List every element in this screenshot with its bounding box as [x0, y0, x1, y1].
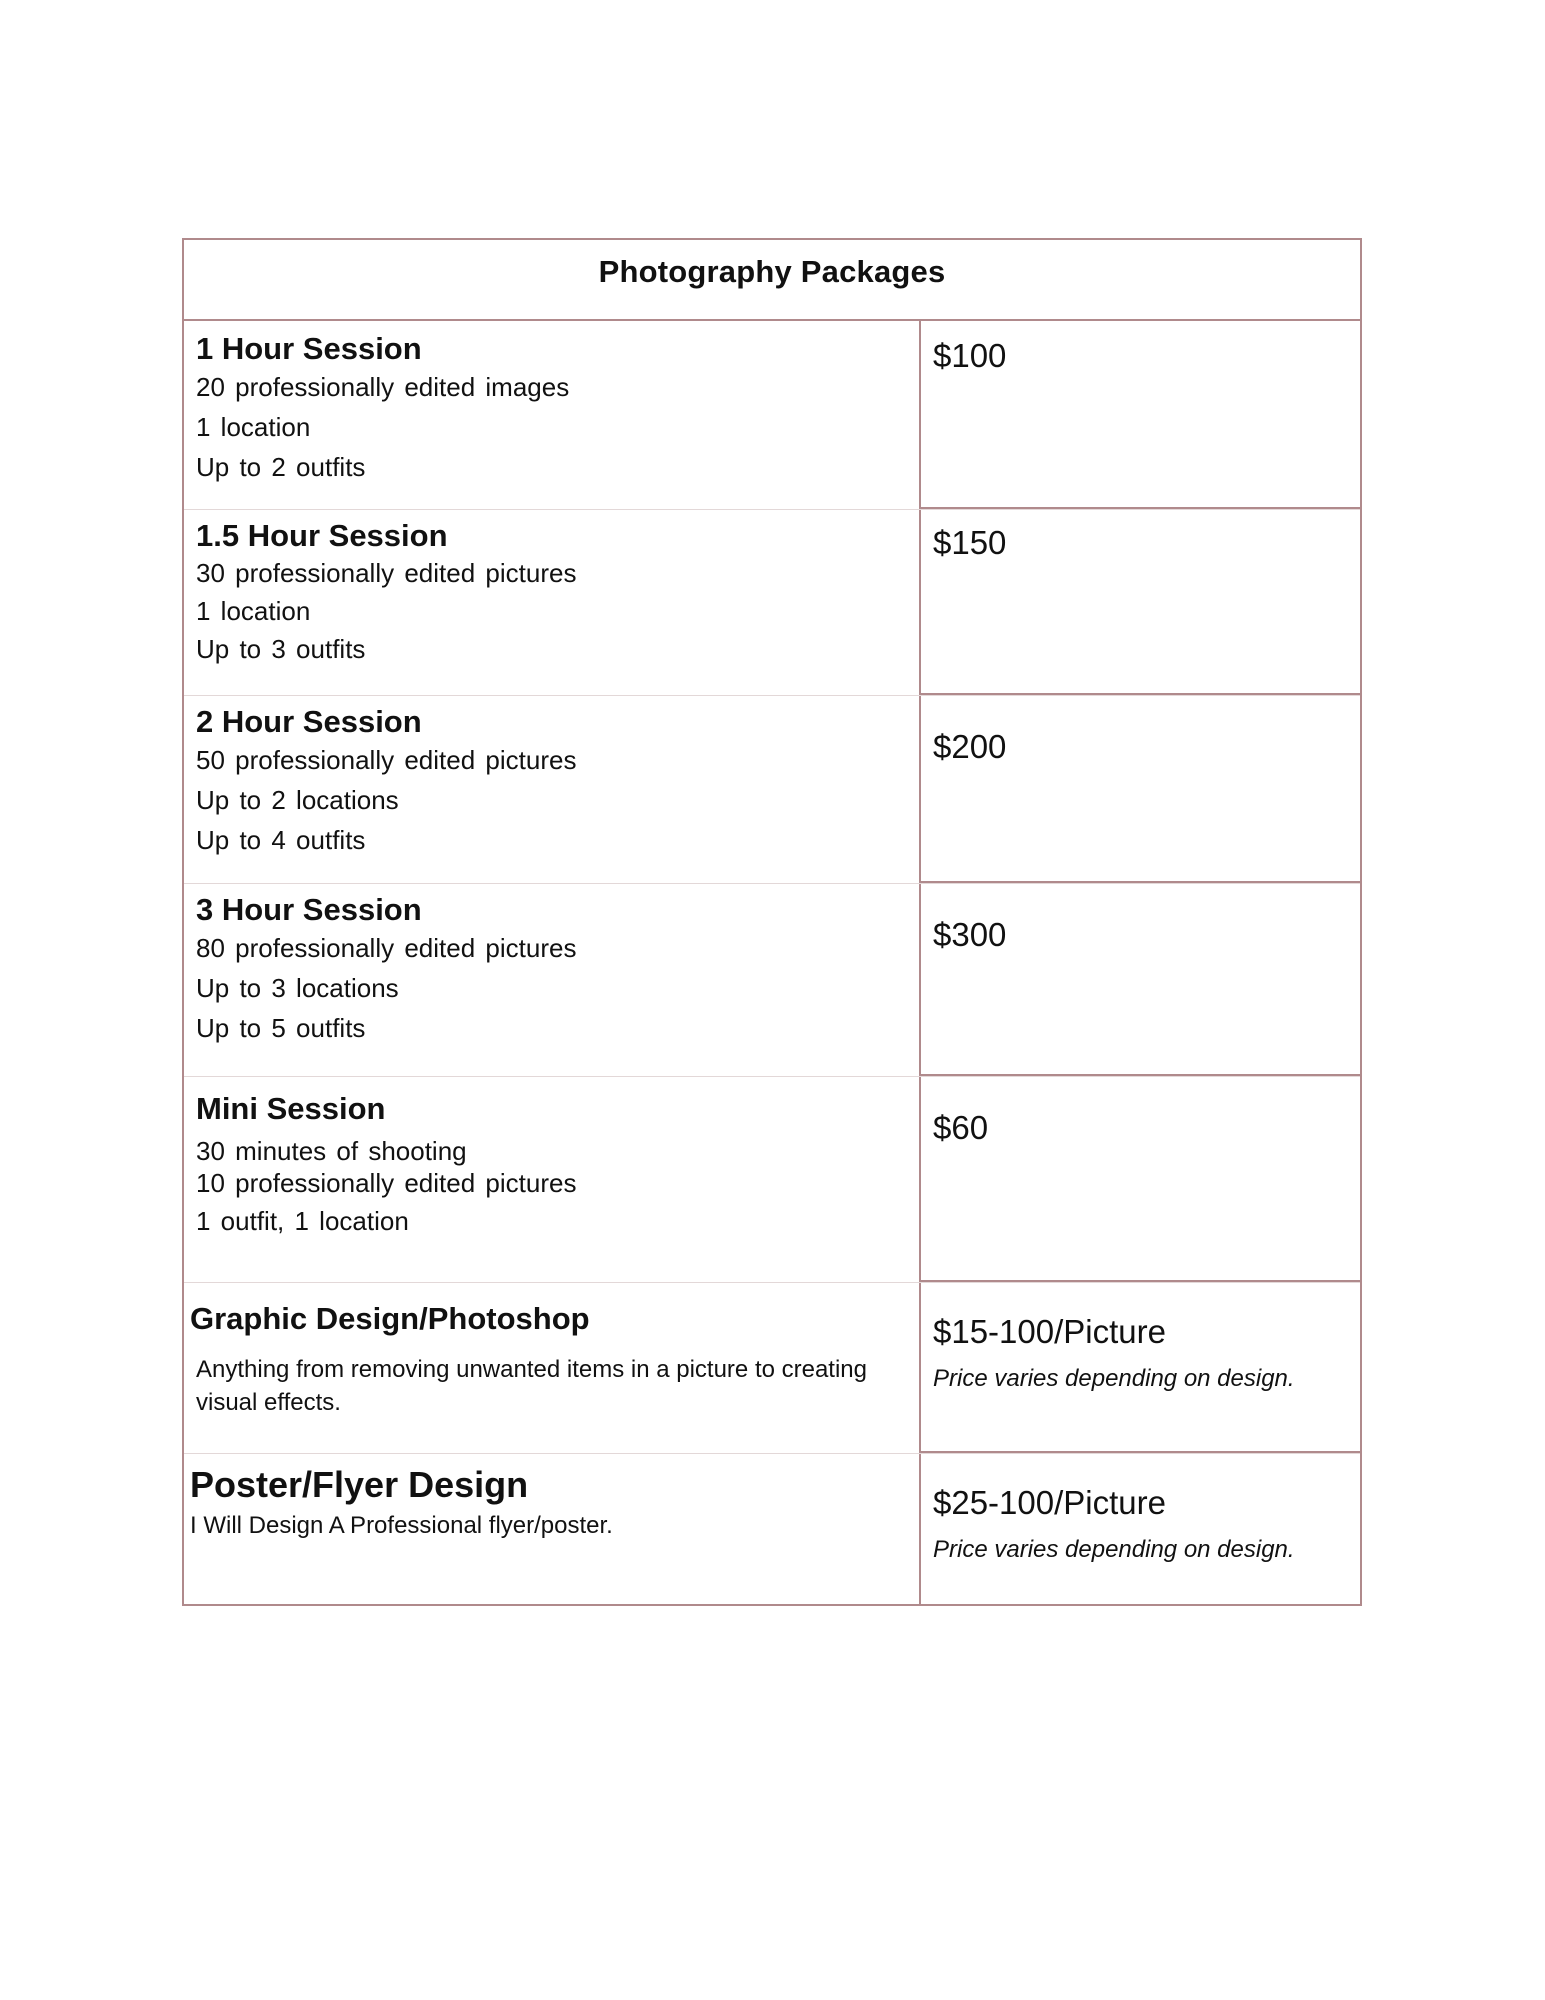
- package-row-3-hour: [184, 884, 1360, 1077]
- package-price: $200: [933, 728, 1007, 765]
- package-row-1-5-hour: [184, 510, 1360, 696]
- price-cell: [919, 510, 1360, 695]
- package-feature: 30 professionally edited pictures: [196, 558, 577, 588]
- price-cell: [919, 1077, 1360, 1282]
- service-row-graphic-design: [184, 1283, 1360, 1454]
- pricing-table: [182, 238, 1362, 1606]
- package-feature: 80 professionally edited pictures: [196, 933, 577, 963]
- price-cell: [919, 1454, 1360, 1604]
- package-feature: Up to 2 locations: [196, 785, 399, 815]
- package-feature: 1 outfit, 1 location: [196, 1206, 409, 1236]
- package-title: Mini Session: [196, 1091, 386, 1126]
- service-description: I Will Design A Professional flyer/poster.: [190, 1512, 613, 1539]
- package-feature: 1 location: [196, 412, 311, 442]
- price-cell: [919, 1283, 1360, 1453]
- price-cell: [919, 321, 1360, 509]
- service-row-poster-flyer: [184, 1454, 1360, 1604]
- package-price: $100: [933, 337, 1007, 374]
- package-feature: 20 professionally edited images: [196, 372, 570, 402]
- package-details: [196, 518, 916, 668]
- package-price: $60: [933, 1109, 989, 1146]
- service-description: Anything from removing unwanted items in a picture to creating visual effects.: [196, 1356, 868, 1416]
- package-title: 3 Hour Session: [196, 892, 422, 927]
- package-row-mini: [184, 1077, 1360, 1283]
- package-feature: 50 professionally edited pictures: [196, 745, 577, 775]
- package-row-1-hour: [184, 321, 1360, 510]
- service-title: Poster/Flyer Design: [190, 1464, 529, 1505]
- package-feature: Up to 2 outfits: [196, 452, 366, 482]
- package-feature: 1 location: [196, 596, 311, 626]
- package-feature: Up to 3 outfits: [196, 634, 366, 664]
- package-feature: Up to 4 outfits: [196, 825, 366, 855]
- table-title: Photography Packages: [598, 254, 946, 289]
- package-feature: 10 professionally edited pictures: [196, 1168, 577, 1198]
- price-cell: [919, 696, 1360, 883]
- service-title: Graphic Design/Photoshop: [190, 1301, 590, 1336]
- service-price-note: Price varies depending on design.: [933, 1536, 1295, 1563]
- service-details: [190, 1462, 910, 1544]
- package-details: [196, 331, 916, 487]
- service-price: $25-100/Picture: [933, 1484, 1166, 1521]
- service-price-note: Price varies depending on design.: [933, 1365, 1295, 1392]
- package-feature: Up to 3 locations: [196, 973, 399, 1003]
- package-feature: 30 minutes of shooting: [196, 1136, 467, 1166]
- service-details: [190, 1301, 910, 1419]
- package-title: 1 Hour Session: [196, 331, 422, 366]
- package-price: $300: [933, 916, 1007, 953]
- package-details: [196, 704, 916, 860]
- price-cell: [919, 884, 1360, 1076]
- package-details: [196, 1091, 916, 1243]
- package-title: 2 Hour Session: [196, 704, 422, 739]
- package-feature: Up to 5 outfits: [196, 1013, 366, 1043]
- package-title: 1.5 Hour Session: [196, 518, 448, 553]
- package-row-2-hour: [184, 696, 1360, 884]
- table-header: [184, 240, 1360, 321]
- package-details: [196, 892, 916, 1048]
- package-price: $150: [933, 524, 1007, 561]
- service-price: $15-100/Picture: [933, 1313, 1166, 1350]
